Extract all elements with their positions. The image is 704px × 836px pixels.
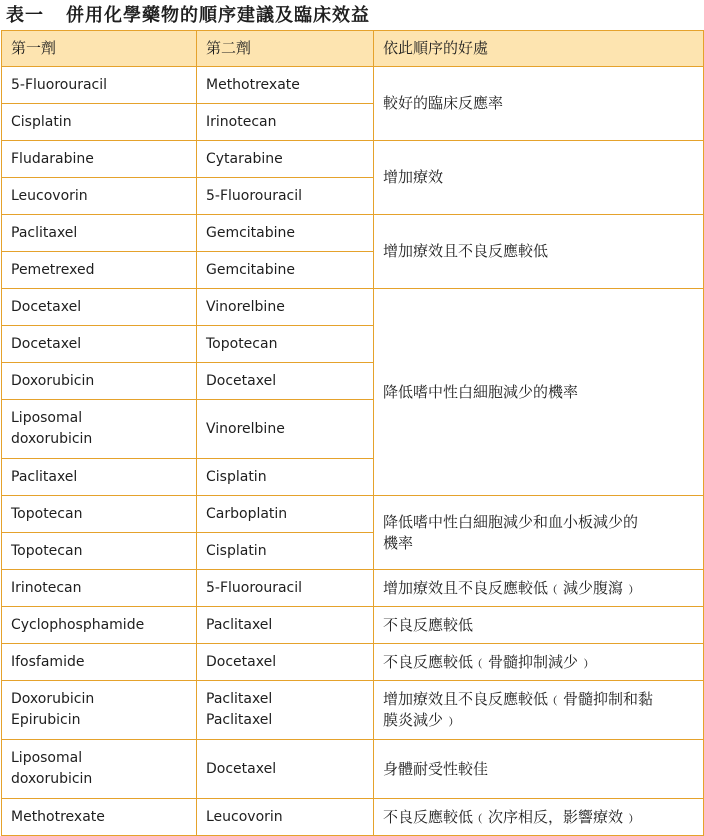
table-row [2, 570, 704, 607]
header-second-agent: 第二劑 [197, 31, 374, 67]
table-row [2, 607, 704, 644]
second-agent-cell: Cisplatin [197, 459, 374, 496]
first-agent-cell: Docetaxel [2, 326, 197, 363]
first-agent-cell: Liposomal doxorubicin [2, 740, 197, 799]
second-agent-cell: Irinotecan [197, 104, 374, 141]
first-agent-cell: Paclitaxel [2, 459, 197, 496]
benefit-cell: 身體耐受性較佳 [374, 740, 704, 799]
table-title: 併用化學藥物的順序建議及臨床效益 [66, 5, 370, 26]
benefit-cell: 較好的臨床反應率 [374, 67, 704, 141]
second-agent-cell: Gemcitabine [197, 215, 374, 252]
table-row [2, 644, 704, 681]
first-agent-cell: Doxorubicin [2, 363, 197, 400]
header-row [2, 31, 704, 67]
drug-sequence-table [1, 30, 704, 836]
benefit-cell: 增加療效且不良反應較低﹙骨髓抑制和黏 膜炎減少﹚ [374, 681, 704, 740]
table-row [2, 289, 704, 326]
table-label: 表一 [6, 5, 44, 26]
first-agent-cell: Methotrexate [2, 799, 197, 836]
first-agent-cell: Topotecan [2, 496, 197, 533]
second-agent-cell: Methotrexate [197, 67, 374, 104]
benefit-cell: 不良反應較低﹙骨髓抑制減少﹚ [374, 644, 704, 681]
first-agent-cell: Irinotecan [2, 570, 197, 607]
table-row [2, 496, 704, 533]
first-agent-cell: Paclitaxel [2, 215, 197, 252]
second-agent-cell: Carboplatin [197, 496, 374, 533]
second-agent-cell: Vinorelbine [197, 400, 374, 459]
first-agent-cell: Docetaxel [2, 289, 197, 326]
second-agent-cell: Docetaxel [197, 644, 374, 681]
second-agent-cell: Gemcitabine [197, 252, 374, 289]
first-agent-cell: Cisplatin [2, 104, 197, 141]
second-agent-cell: 5-Fluorouracil [197, 178, 374, 215]
second-agent-cell: Paclitaxel [197, 607, 374, 644]
second-agent-cell: Vinorelbine [197, 289, 374, 326]
second-agent-cell: Topotecan [197, 326, 374, 363]
first-agent-cell: Pemetrexed [2, 252, 197, 289]
table-caption [6, 3, 370, 29]
table-row [2, 215, 704, 252]
first-agent-cell: Topotecan [2, 533, 197, 570]
table-row [2, 799, 704, 836]
benefit-cell: 增加療效且不良反應較低 [374, 215, 704, 289]
second-agent-cell: Docetaxel [197, 740, 374, 799]
table-row [2, 141, 704, 178]
second-agent-cell: Paclitaxel Paclitaxel [197, 681, 374, 740]
header-benefit: 依此順序的好處 [374, 31, 704, 67]
second-agent-cell: 5-Fluorouracil [197, 570, 374, 607]
table-row [2, 67, 704, 104]
benefit-cell: 不良反應較低﹙次序相反，影響療效﹚ [374, 799, 704, 836]
second-agent-cell: Cisplatin [197, 533, 374, 570]
benefit-cell: 不良反應較低 [374, 607, 704, 644]
second-agent-cell: Docetaxel [197, 363, 374, 400]
first-agent-cell: Cyclophosphamide [2, 607, 197, 644]
benefit-cell: 增加療效 [374, 141, 704, 215]
first-agent-cell: Liposomal doxorubicin [2, 400, 197, 459]
benefit-cell: 降低嗜中性白細胞減少的機率 [374, 289, 704, 496]
benefit-cell: 降低嗜中性白細胞減少和血小板減少的 機率 [374, 496, 704, 570]
table-row [2, 681, 704, 740]
second-agent-cell: Cytarabine [197, 141, 374, 178]
first-agent-cell: Fludarabine [2, 141, 197, 178]
first-agent-cell: 5-Fluorouracil [2, 67, 197, 104]
first-agent-cell: Leucovorin [2, 178, 197, 215]
second-agent-cell: Leucovorin [197, 799, 374, 836]
first-agent-cell: Doxorubicin Epirubicin [2, 681, 197, 740]
benefit-cell: 增加療效且不良反應較低﹙減少腹瀉﹚ [374, 570, 704, 607]
first-agent-cell: Ifosfamide [2, 644, 197, 681]
table-row [2, 740, 704, 799]
header-first-agent: 第一劑 [2, 31, 197, 67]
table-body [2, 67, 704, 836]
